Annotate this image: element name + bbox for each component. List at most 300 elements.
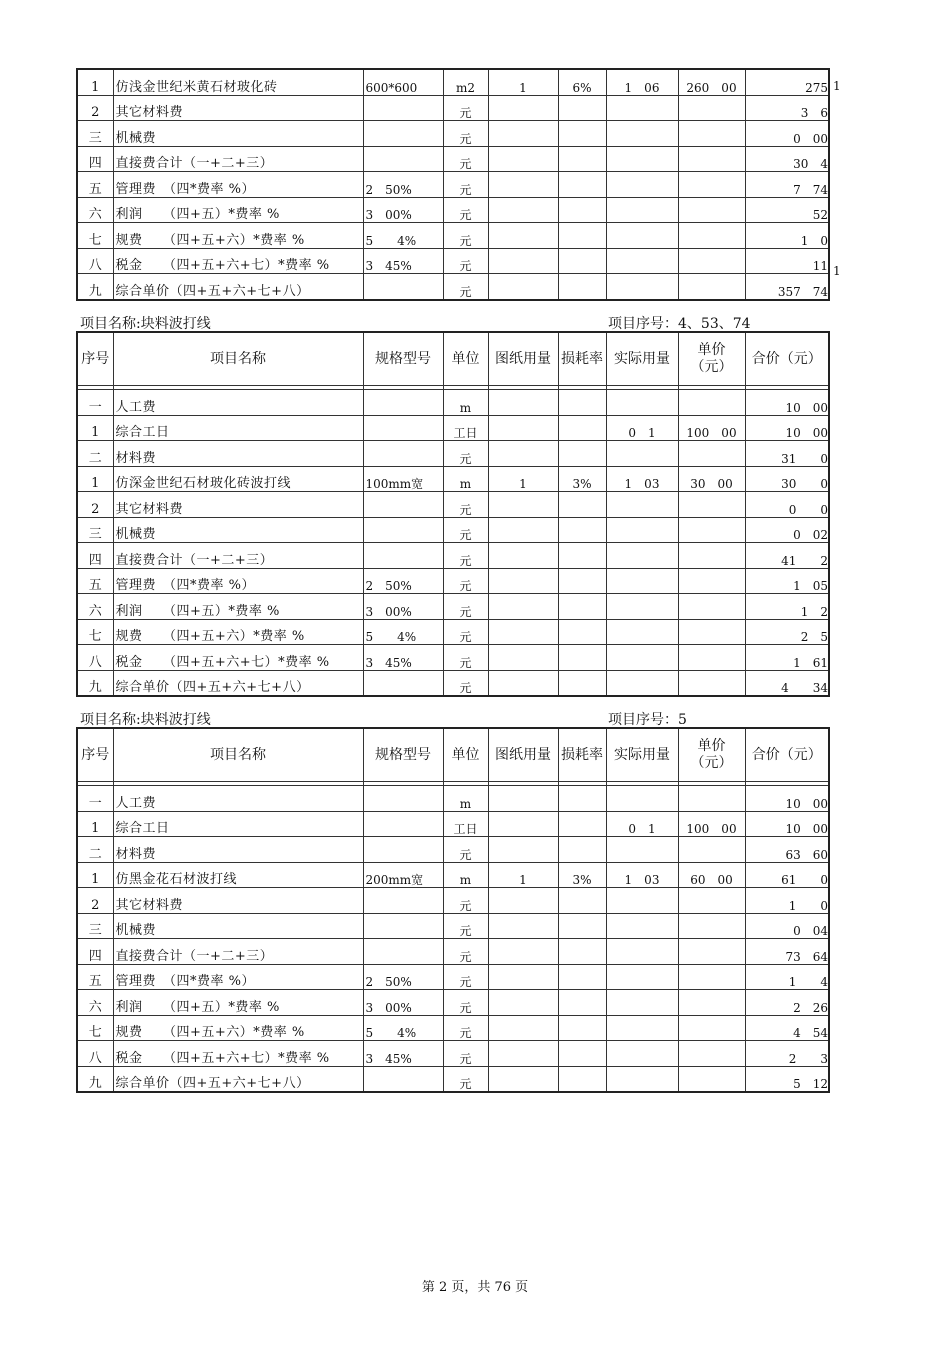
table-cell [488,619,558,645]
table-cell: 八 [77,248,113,274]
table-cell [678,441,745,467]
table-row [77,990,829,1016]
table-cell [606,1066,678,1092]
table-cell [488,990,558,1016]
table-cell: 6% [558,69,606,95]
table-cell [488,492,558,518]
column-header: 合价（元） [745,332,829,386]
table-cell: 直接费合计（一+二+三） [113,939,363,965]
table-cell [678,913,745,939]
table-body [77,390,829,697]
table-row [77,390,829,416]
table-cell [363,517,443,543]
table-cell: m [443,466,488,492]
table-row [77,939,829,965]
table-cell: 其它材料费 [113,492,363,518]
table-cell: 30 00 [678,466,745,492]
table-row [77,837,829,863]
table-cell: 2 3 [745,1041,829,1067]
table-cell [678,197,745,223]
table-cell [606,274,678,300]
cost-table-3 [76,727,828,1093]
table-cell [488,274,558,300]
table-row [77,964,829,990]
table-cell [606,888,678,914]
table-cell [678,543,745,569]
table-cell: 规费 （四+五+六）*费率 % [113,619,363,645]
table-cell: 41 2 [745,543,829,569]
table-cell [678,121,745,147]
table-cell: 30 0 [745,466,829,492]
table-cell: 元 [443,913,488,939]
table-cell [678,492,745,518]
table-cell: 1 05 [745,568,829,594]
table-cell [558,939,606,965]
table-cell: 税金 （四+五+六+七）*费率 % [113,248,363,274]
table-cell: 3 6 [745,95,829,121]
table-cell [363,390,443,416]
table-cell [363,121,443,147]
table-cell: 31 0 [745,441,829,467]
table-cell [488,415,558,441]
table-cell [678,990,745,1016]
table-cell: 六 [77,197,113,223]
table-cell: 二 [77,837,113,863]
column-header: 规格型号 [363,728,443,782]
table-row [77,862,829,888]
table-body [77,69,829,300]
table-cell [606,990,678,1016]
table-cell: 260 00 [678,69,745,95]
table-row [77,223,829,249]
table-cell: 管理费 （四*费率 %） [113,172,363,198]
table-cell [678,146,745,172]
table-cell: 元 [443,1041,488,1067]
table-cell [558,248,606,274]
table-cell: 三 [77,517,113,543]
table-cell: 综合工日 [113,811,363,837]
table-cell: 仿浅金世纪米黄石材玻化砖 [113,69,363,95]
table-cell [488,543,558,569]
table-cell [488,1066,558,1092]
table-row [77,197,829,223]
table-cell [558,415,606,441]
table-cell [606,543,678,569]
table-cell [363,939,443,965]
table-cell: 三 [77,121,113,147]
table-cell: 仿深金世纪石材玻化砖波打线 [113,466,363,492]
table-cell [558,888,606,914]
cost-table-2 [76,331,828,697]
page-footer: 第 2 页，共 76 页 [421,1280,529,1295]
table-cell: 1 0 [745,223,829,249]
table-cell: 税金 （四+五+六+七）*费率 % [113,1041,363,1067]
table-cell [488,888,558,914]
table-row [77,441,829,467]
table-cell: 六 [77,990,113,1016]
column-header: 单位 [443,728,488,782]
table-cell [558,964,606,990]
table-cell [488,594,558,620]
table-cell: 元 [443,492,488,518]
table-cell [558,594,606,620]
table-cell [606,568,678,594]
header-row [77,332,829,386]
table-cell [558,568,606,594]
table-row [77,274,829,300]
table-cell: 元 [443,121,488,147]
project-title-row [80,709,830,727]
table-cell: 直接费合计（一+二+三） [113,146,363,172]
table-cell [606,492,678,518]
table-cell [558,786,606,812]
table-cell [488,441,558,467]
table-cell: 九 [77,1066,113,1092]
table-cell [606,786,678,812]
table-cell: 一 [77,390,113,416]
table-cell [606,121,678,147]
table-cell [678,670,745,696]
table-cell: 九 [77,274,113,300]
table-cell [606,197,678,223]
table-cell: 3% [558,862,606,888]
table-cell [606,1015,678,1041]
table-cell: 7 74 [745,172,829,198]
table-row [77,121,829,147]
table-cell [363,146,443,172]
table-cell: 63 60 [745,837,829,863]
table-cell [678,1041,745,1067]
table-cell: 3 00% [363,594,443,620]
table-cell [363,811,443,837]
table-cell [558,517,606,543]
table-cell [558,146,606,172]
table-row [77,543,829,569]
table-cell [678,1015,745,1041]
table-row [77,1041,829,1067]
table-cell [678,645,745,671]
table-cell: 0 04 [745,913,829,939]
column-header: 合价（元） [745,728,829,782]
column-header: 损耗率 [558,728,606,782]
table-cell [488,390,558,416]
table-cell [558,197,606,223]
table-cell: 1 [77,466,113,492]
table-cell [558,390,606,416]
table-cell [606,670,678,696]
table-cell [558,670,606,696]
table-cell: 元 [443,517,488,543]
table-row [77,517,829,543]
table-cell: 人工费 [113,390,363,416]
table-cell [488,95,558,121]
table-cell [678,1066,745,1092]
table-cell: m2 [443,69,488,95]
table-cell [558,619,606,645]
table-cell [558,172,606,198]
table-row [77,172,829,198]
table-cell: 七 [77,619,113,645]
table-cell [678,888,745,914]
table-cell: 1 0 [745,888,829,914]
table-cell: 11 [745,248,829,274]
table-cell: 30 4 [745,146,829,172]
table-cell [678,248,745,274]
table-cell [488,146,558,172]
table-cell: 元 [443,441,488,467]
table-cell: 八 [77,1041,113,1067]
table-cell: 3% [558,466,606,492]
table-cell: 1 4 [745,964,829,990]
table-cell [606,146,678,172]
table-cell: 利润 （四+五）*费率 % [113,197,363,223]
column-header: 序号 [77,332,113,386]
table-cell: 3 45% [363,1041,443,1067]
table-cell: 10 00 [745,390,829,416]
table-cell [488,172,558,198]
table-cell: 5 4% [363,223,443,249]
project-name: 项目名称:块料波打线 [80,316,211,332]
table-cell [678,274,745,300]
table-cell: 七 [77,223,113,249]
column-header: 图纸用量 [488,728,558,782]
table-cell [363,670,443,696]
table-cell [606,172,678,198]
table-cell [558,441,606,467]
table-cell [488,837,558,863]
cost-table-1 [76,68,828,301]
table-cell: 七 [77,1015,113,1041]
table-cell: 73 64 [745,939,829,965]
table-cell: 元 [443,594,488,620]
table-cell: 3 45% [363,248,443,274]
table-cell: 四 [77,543,113,569]
table-cell: 2 50% [363,568,443,594]
table-cell: m [443,390,488,416]
table-cell [488,811,558,837]
table-cell [606,594,678,620]
table-cell: 1 [77,415,113,441]
table-cell: 综合单价（四+五+六+七+八） [113,1066,363,1092]
table-header [77,728,829,786]
table-cell [678,390,745,416]
table-body [77,786,829,1093]
table-cell: 1 61 [745,645,829,671]
table-cell: 100mm宽 [363,466,443,492]
table-cell [558,95,606,121]
table-cell: 元 [443,95,488,121]
table-cell [558,1015,606,1041]
table-cell: 管理费 （四*费率 %） [113,964,363,990]
cost-table-3-grid [76,727,830,1093]
table-cell: 60 00 [678,862,745,888]
table-cell [488,1041,558,1067]
table-cell [606,837,678,863]
table-row [77,146,829,172]
column-header: 项目名称 [113,728,363,782]
table-cell: 元 [443,248,488,274]
table-cell [678,223,745,249]
table-row [77,619,829,645]
table-row [77,1066,829,1092]
table-cell: m [443,862,488,888]
table-cell: 机械费 [113,913,363,939]
table-cell: 61 0 [745,862,829,888]
table-cell [488,645,558,671]
table-cell [363,415,443,441]
table-cell [678,619,745,645]
table-cell: 四 [77,939,113,965]
table-row [77,248,829,274]
table-cell: 5 12 [745,1066,829,1092]
table-cell: 4 54 [745,1015,829,1041]
table-cell: 六 [77,594,113,620]
table-cell: 元 [443,146,488,172]
table-cell [678,594,745,620]
table-cell [606,645,678,671]
project-name: 项目名称:块料波打线 [80,712,211,728]
table-cell [363,543,443,569]
table-cell: 综合工日 [113,415,363,441]
column-header: 单价（元） [678,728,745,782]
table-cell: 3 00% [363,197,443,223]
table-cell: 元 [443,543,488,569]
table-cell [678,837,745,863]
column-header: 实际用量 [606,332,678,386]
table-cell [678,95,745,121]
table-cell [488,913,558,939]
table-cell: 52 [745,197,829,223]
table-cell: 元 [443,172,488,198]
table-cell: 五 [77,172,113,198]
project-number: 项目序号：5 [608,712,687,728]
table-cell: 2 26 [745,990,829,1016]
table-cell: 100 00 [678,811,745,837]
table-cell: 元 [443,990,488,1016]
cost-table-1-grid [76,68,830,301]
table-cell [678,568,745,594]
table-cell: 利润 （四+五）*费率 % [113,990,363,1016]
table-cell: 一 [77,786,113,812]
table-cell: 元 [443,670,488,696]
table-row [77,913,829,939]
table-cell: 元 [443,1015,488,1041]
column-header: 单位 [443,332,488,386]
table-cell [558,274,606,300]
table-cell [606,964,678,990]
project-number: 项目序号：4、53、74 [608,316,751,332]
column-header: 序号 [77,728,113,782]
table-cell: 规费 （四+五+六）*费率 % [113,223,363,249]
table-cell [558,645,606,671]
table-cell: 2 50% [363,172,443,198]
table-cell [488,517,558,543]
table-cell: 1 06 [606,69,678,95]
table-cell: 八 [77,645,113,671]
table-cell: 工日 [443,415,488,441]
table-cell [606,223,678,249]
column-header: 图纸用量 [488,332,558,386]
table-cell [678,517,745,543]
table-cell: 5 4% [363,619,443,645]
table-cell: 5 4% [363,1015,443,1041]
table-cell [606,441,678,467]
table-cell: 元 [443,888,488,914]
table-cell: 元 [443,645,488,671]
table-cell [678,964,745,990]
table-cell: 元 [443,837,488,863]
table-cell [488,248,558,274]
table-cell [488,786,558,812]
table-cell [678,786,745,812]
table-cell: 2 [77,95,113,121]
table-row [77,492,829,518]
table-cell: 1 03 [606,466,678,492]
table-row [77,645,829,671]
table-cell [363,274,443,300]
table-cell: 元 [443,964,488,990]
table-cell [488,1015,558,1041]
table-cell [606,1041,678,1067]
table-row [77,1015,829,1041]
table-cell: 0 1 [606,415,678,441]
table-row [77,69,829,95]
table-cell: 材料费 [113,837,363,863]
table-cell: 600*600 [363,69,443,95]
table-cell: 2 50% [363,964,443,990]
table-cell: 其它材料费 [113,888,363,914]
table-cell: 100 00 [678,415,745,441]
table-cell: 275 [745,69,829,95]
table-cell: 税金 （四+五+六+七）*费率 % [113,645,363,671]
table-cell: 357 74 [745,274,829,300]
table-cell [558,492,606,518]
table-cell: 元 [443,274,488,300]
overflow-digit: 1 [833,79,841,93]
table-cell [363,888,443,914]
table-cell: 直接费合计（一+二+三） [113,543,363,569]
table-cell [363,492,443,518]
table-cell [363,837,443,863]
table-cell: 1 03 [606,862,678,888]
table-cell [558,1066,606,1092]
column-header: 规格型号 [363,332,443,386]
table-cell: 0 0 [745,492,829,518]
table-row [77,95,829,121]
table-cell: 1 [77,69,113,95]
table-cell [363,441,443,467]
table-cell [606,939,678,965]
table-cell: 四 [77,146,113,172]
table-cell: 2 5 [745,619,829,645]
table-cell [488,121,558,147]
table-cell [606,619,678,645]
table-row [77,670,829,696]
table-cell: 0 02 [745,517,829,543]
table-cell: 1 [77,811,113,837]
table-cell [558,121,606,147]
table-cell: 10 00 [745,811,829,837]
table-cell: m [443,786,488,812]
table-cell: 仿黑金花石材波打线 [113,862,363,888]
table-cell: 利润 （四+五）*费率 % [113,594,363,620]
table-row [77,594,829,620]
table-cell [558,223,606,249]
table-cell [606,913,678,939]
table-cell [363,913,443,939]
table-row [77,786,829,812]
column-header: 实际用量 [606,728,678,782]
